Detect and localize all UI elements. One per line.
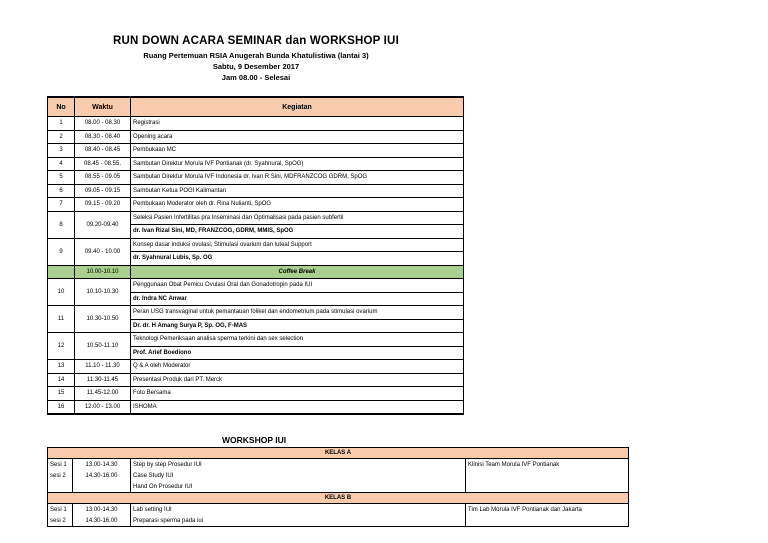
session-label: sesi 2 — [48, 515, 73, 527]
row-time: 11.30-11.45 — [75, 373, 131, 387]
session-label: Sesi 1 — [48, 459, 73, 471]
rundown-row — [48, 144, 464, 158]
row-number: 10 — [48, 279, 75, 306]
session-team — [466, 515, 629, 527]
row-activity: Presentasi Produk dari PT. Merck — [131, 373, 464, 387]
session-topic: Hand On Prosedur IUI — [131, 481, 466, 493]
rundown-body — [48, 117, 464, 415]
rundown-row — [48, 373, 464, 387]
row-speaker: dr. Syahnural Lubis, Sp. OG — [131, 252, 464, 266]
rundown-row — [48, 171, 464, 185]
rundown-row — [48, 387, 464, 401]
row-number: 12 — [48, 333, 75, 360]
row-speaker: dr. Ivan Rizal Sini, MD, FRANZCOG, GDRM, MMIS, SpOG — [131, 225, 464, 239]
row-time: 09.20-09.40 — [75, 211, 131, 238]
session-label: sesi 2 — [48, 470, 73, 481]
rundown-row — [48, 238, 464, 252]
row-speaker: Dr. dr. H Amang Surya P, Sp. OG, F-MAS — [131, 319, 464, 333]
row-time: 10.30-10.50 — [75, 306, 131, 333]
session-time: 13.00-14.30 — [73, 504, 131, 516]
rundown-row — [48, 400, 464, 414]
session-time: 14.30-16.00 — [73, 515, 131, 527]
row-number: 6 — [48, 184, 75, 198]
row-time: 08.40 - 08.45 — [75, 144, 131, 158]
rundown-row — [48, 360, 464, 374]
row-activity: Registrasi — [131, 117, 464, 131]
row-number: 3 — [48, 144, 75, 158]
session-team — [466, 470, 629, 481]
class-name: KELAS A — [48, 448, 629, 459]
row-number: 9 — [48, 238, 75, 265]
row-number: 13 — [48, 360, 75, 374]
row-activity: ISHOMA — [131, 400, 464, 414]
row-time: 09.40 - 10.00 — [75, 238, 131, 265]
session-topic: Case Study IUI — [131, 470, 466, 481]
row-speaker: dr. Indra NC Anwar — [131, 292, 464, 306]
class-header-row — [48, 448, 629, 459]
row-time: 08.00 - 08.30 — [75, 117, 131, 131]
rundown-table — [47, 96, 464, 415]
row-activity: Opening acara — [131, 130, 464, 144]
rundown-row — [48, 198, 464, 212]
row-activity: Peran USG transvaginal untuk pemantauan folikel dan endometrium pada stimulasi ovarium — [131, 306, 464, 320]
row-activity: Teknologi Pemeriksaan analisa sperma terkini dan sex selection — [131, 333, 464, 347]
row-number — [48, 265, 75, 279]
workshop-row — [48, 481, 629, 493]
session-topic: Step by step Prosedur IUI — [131, 459, 466, 471]
row-time: 11.45-12.00 — [75, 387, 131, 401]
row-activity: Pembukaan MC — [131, 144, 464, 158]
row-speaker: Prof. Arief Boediono — [131, 346, 464, 360]
rundown-row — [48, 157, 464, 171]
row-activity: Foto Bersama — [131, 387, 464, 401]
session-time: 13.00-14.30 — [73, 459, 131, 471]
rundown-row — [48, 306, 464, 320]
column-header-kegiatan: Kegiatan — [131, 97, 464, 117]
session-label: Sesi 1 — [48, 504, 73, 516]
row-number: 14 — [48, 373, 75, 387]
row-number: 4 — [48, 157, 75, 171]
row-time: 09.15 - 09.20 — [75, 198, 131, 212]
row-activity: Q & A oleh Moderator — [131, 360, 464, 374]
row-activity: Sambutan Ketua POGI Kalimantan — [131, 184, 464, 198]
rundown-header-row — [48, 97, 464, 117]
coffee-break-row — [48, 265, 464, 279]
event-time: Jam 08.00 - Selesai — [221, 73, 291, 82]
row-time: 10.50-11.10 — [75, 333, 131, 360]
row-activity: Sambutan Direktur Morula IVF Pontianak (dr. Syahnural, SpOG) — [131, 157, 464, 171]
column-header-no: No — [48, 97, 75, 117]
row-number: 7 — [48, 198, 75, 212]
workshop-row — [48, 515, 629, 527]
session-team: Tim Lab Morula IVF Pontianak dan Jakarta — [466, 504, 629, 516]
row-activity: Konsep dasar induksi ovulasi, Stimulasi ovarium dan luteal Support — [131, 238, 464, 252]
rundown-row — [48, 184, 464, 198]
event-date: Sabtu, 9 Desember 2017 — [212, 62, 300, 71]
session-time — [73, 481, 131, 493]
rundown-row — [48, 333, 464, 347]
workshop-row — [48, 504, 629, 516]
row-number: 1 — [48, 117, 75, 131]
row-time: 12.00 - 13.00 — [75, 400, 131, 414]
row-activity: Coffee Break — [131, 265, 464, 279]
row-number: 5 — [48, 171, 75, 185]
workshop-row — [48, 470, 629, 481]
column-header-waktu: Waktu — [75, 97, 131, 117]
class-name: KELAS B — [48, 493, 629, 504]
workshop-body — [48, 448, 629, 527]
class-header-row — [48, 493, 629, 504]
row-time: 08.55 - 09.05 — [75, 171, 131, 185]
row-time: 10.00-10.10 — [75, 265, 131, 279]
row-activity: Seleksi Pasien Infertilitas pra Inseminasi dan Optimalisasi pada pasien subfertil — [131, 211, 464, 225]
row-activity: Sambutan Direktur Morula IVF Indonesia dr. Ivan R Sini, MDFRANZCOG GDRM, SpOG — [131, 171, 464, 185]
rundown-row — [48, 279, 464, 293]
rundown-row — [48, 211, 464, 225]
rundown-row — [48, 117, 464, 131]
session-team: Klinisi Team Morula IVF Pontianak — [466, 459, 629, 471]
workshop-table — [47, 447, 629, 527]
row-number: 11 — [48, 306, 75, 333]
page-title: RUN DOWN ACARA SEMINAR dan WORKSHOP IUI — [113, 35, 399, 47]
session-time: 14.30-16.00 — [73, 470, 131, 481]
session-topic: Lab setting IUI — [131, 504, 466, 516]
workshop-row — [48, 459, 629, 471]
row-number: 2 — [48, 130, 75, 144]
row-time: 09.05 - 09.15 — [75, 184, 131, 198]
row-activity: Pembukaan Moderator oleh dr. Rina Nulianti, SpOG — [131, 198, 464, 212]
row-number: 16 — [48, 400, 75, 414]
workshop-title: WORKSHOP IUI — [222, 435, 287, 445]
row-number: 8 — [48, 211, 75, 238]
row-activity: Penggunaan Obat Pemicu Ovulasi Oral dan Gonadotropin pada IUI — [131, 279, 464, 293]
session-topic: Preparasi sperma pada iui — [131, 515, 466, 527]
row-time: 08.30 - 08.40 — [75, 130, 131, 144]
session-label — [48, 481, 73, 493]
row-time: 11.10 - 11.30 — [75, 360, 131, 374]
row-time: 08.45 - 08.55. — [75, 157, 131, 171]
row-number: 15 — [48, 387, 75, 401]
session-team — [466, 481, 629, 493]
venue-subtitle: Ruang Pertemuan RSIA Anugerah Bunda Khatulistiwa (lantai 3) — [143, 51, 369, 60]
rundown-row — [48, 130, 464, 144]
row-time: 10.10-10.30 — [75, 279, 131, 306]
